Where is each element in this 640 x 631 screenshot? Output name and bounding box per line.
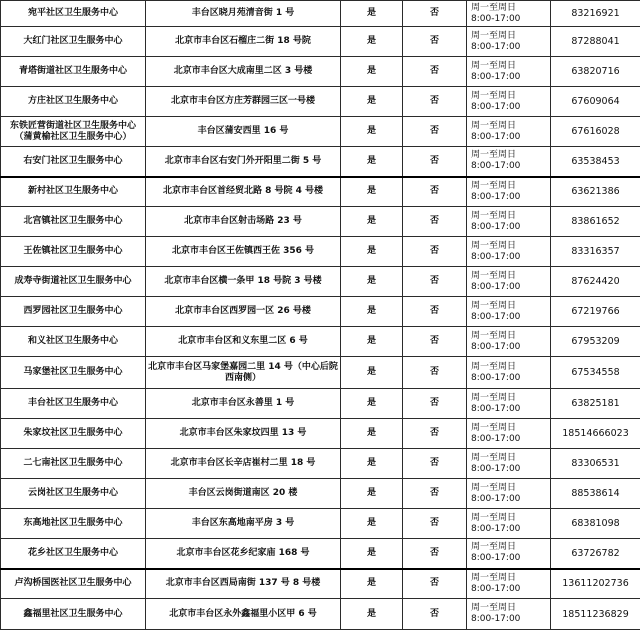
- hours-cell: [467, 509, 551, 539]
- hours-cell: [467, 87, 551, 117]
- center-name-cell: 大红门社区卫生服务中心: [1, 27, 146, 57]
- hours-cell: [467, 327, 551, 357]
- phone-cell: 18514666023: [551, 419, 640, 449]
- center-name-cell: 二七南社区卫生服务中心: [1, 449, 146, 479]
- yes-cell: 是: [341, 117, 403, 147]
- hours-days: 周一至周日: [471, 512, 517, 523]
- center-name-cell: 丰台社区卫生服务中心: [1, 389, 146, 419]
- hours-cell: [467, 449, 551, 479]
- no-cell: 否: [403, 327, 467, 357]
- table-row: [1, 267, 640, 297]
- hours-time: 8:00-17:00: [471, 131, 521, 142]
- hours-time: 8:00-17:00: [471, 71, 521, 82]
- hours-time: 8:00-17:00: [471, 311, 521, 322]
- address-cell: 北京市丰台区朱家坟四里 13 号: [146, 419, 341, 449]
- hours-time: 8:00-17:00: [471, 101, 521, 112]
- phone-cell: 63726782: [551, 539, 640, 569]
- address-cell: 丰台区蒲安西里 16 号: [146, 117, 341, 147]
- hours-days: 周一至周日: [471, 542, 517, 553]
- table-row: [1, 509, 640, 539]
- address-cell: 北京市丰台区王佐镇西王佐 356 号: [146, 237, 341, 267]
- center-name-cell: 北宫镇社区卫生服务中心: [1, 207, 146, 237]
- center-name-cell: 云岗社区卫生服务中心: [1, 479, 146, 509]
- hours-time: 8:00-17:00: [471, 191, 521, 202]
- yes-cell: 是: [341, 297, 403, 327]
- hours-time: 8:00-17:00: [471, 523, 521, 534]
- table-row: [1, 357, 640, 389]
- table-row: [1, 27, 640, 57]
- hours-time: 8:00-17:00: [471, 372, 521, 383]
- no-cell: 否: [403, 57, 467, 87]
- yes-cell: 是: [341, 177, 403, 207]
- table-row: [1, 327, 640, 357]
- no-cell: 否: [403, 147, 467, 177]
- no-cell: 否: [403, 117, 467, 147]
- table-row: [1, 539, 640, 569]
- phone-cell: 13611202736: [551, 569, 640, 599]
- no-cell: 否: [403, 509, 467, 539]
- address-cell: 丰台区晓月苑清音街 1 号: [146, 1, 341, 27]
- table-row: [1, 207, 640, 237]
- address-cell: 北京市丰台区首经贸北路 8 号院 4 号楼: [146, 177, 341, 207]
- hours-cell: [467, 147, 551, 177]
- hours-cell: [467, 237, 551, 267]
- no-cell: 否: [403, 599, 467, 630]
- yes-cell: 是: [341, 147, 403, 177]
- center-name-cell: 成寿寺街道社区卫生服务中心: [1, 267, 146, 297]
- center-name-cell: 方庄社区卫生服务中心: [1, 87, 146, 117]
- address-cell: 北京市丰台区右安门外开阳里二街 5 号: [146, 147, 341, 177]
- center-name-cell: 马家堡社区卫生服务中心: [1, 357, 146, 389]
- phone-cell: 83306531: [551, 449, 640, 479]
- address-cell: 北京市丰台区石榴庄二街 18 号院: [146, 27, 341, 57]
- center-name-cell: 新村社区卫生服务中心: [1, 177, 146, 207]
- table-row: [1, 57, 640, 87]
- hours-days: 周一至周日: [471, 482, 517, 493]
- yes-cell: 是: [341, 87, 403, 117]
- phone-cell: 68381098: [551, 509, 640, 539]
- phone-cell: 83216921: [551, 1, 640, 27]
- hours-time: 8:00-17:00: [471, 13, 521, 24]
- no-cell: 否: [403, 27, 467, 57]
- hours-cell: [467, 357, 551, 389]
- no-cell: 否: [403, 237, 467, 267]
- table-row: [1, 1, 640, 27]
- address-cell: 北京市丰台区大成南里二区 3 号楼: [146, 57, 341, 87]
- center-name-cell: 鑫福里社区卫生服务中心: [1, 599, 146, 630]
- yes-cell: 是: [341, 57, 403, 87]
- hours-days: 周一至周日: [471, 330, 517, 341]
- center-name-cell: 西罗园社区卫生服务中心: [1, 297, 146, 327]
- yes-cell: 是: [341, 419, 403, 449]
- table-row: [1, 117, 640, 147]
- hours-days: 周一至周日: [471, 300, 517, 311]
- hours-days: 周一至周日: [471, 452, 517, 463]
- phone-cell: 18511236829: [551, 599, 640, 630]
- no-cell: 否: [403, 87, 467, 117]
- center-name-cell: 王佐镇社区卫生服务中心: [1, 237, 146, 267]
- hours-time: 8:00-17:00: [471, 221, 521, 232]
- table-row: [1, 147, 640, 177]
- no-cell: 否: [403, 539, 467, 569]
- yes-cell: 是: [341, 509, 403, 539]
- address-cell: 北京市丰台区长辛店崔村二里 18 号: [146, 449, 341, 479]
- hours-days: 周一至周日: [471, 361, 517, 372]
- hours-cell: [467, 479, 551, 509]
- phone-cell: 63538453: [551, 147, 640, 177]
- hours-days: 周一至周日: [471, 90, 517, 101]
- phone-cell: 83316357: [551, 237, 640, 267]
- yes-cell: 是: [341, 237, 403, 267]
- hours-cell: [467, 207, 551, 237]
- table-row: [1, 389, 640, 419]
- yes-cell: 是: [341, 389, 403, 419]
- center-name-cell: 和义社区卫生服务中心: [1, 327, 146, 357]
- hours-time: 8:00-17:00: [471, 403, 521, 414]
- table-row: [1, 177, 640, 207]
- hours-days: 周一至周日: [471, 120, 517, 131]
- hours-days: 周一至周日: [471, 60, 517, 71]
- hours-days: 周一至周日: [471, 180, 517, 191]
- hours-time: 8:00-17:00: [471, 463, 521, 474]
- hours-time: 8:00-17:00: [471, 281, 521, 292]
- address-cell: 北京市丰台区马家堡嘉园二里 14 号（中心后院西南侧）: [146, 357, 341, 389]
- yes-cell: 是: [341, 267, 403, 297]
- no-cell: 否: [403, 569, 467, 599]
- hours-cell: [467, 177, 551, 207]
- hours-cell: [467, 569, 551, 599]
- phone-cell: 63825181: [551, 389, 640, 419]
- address-cell: 北京市丰台区西局南街 137 号 8 号楼: [146, 569, 341, 599]
- phone-cell: 67616028: [551, 117, 640, 147]
- hours-days: 周一至周日: [471, 392, 517, 403]
- hours-cell: [467, 267, 551, 297]
- hours-cell: [467, 599, 551, 630]
- table-row: [1, 479, 640, 509]
- hours-time: 8:00-17:00: [471, 341, 521, 352]
- phone-cell: 63820716: [551, 57, 640, 87]
- no-cell: 否: [403, 449, 467, 479]
- hours-cell: [467, 389, 551, 419]
- address-cell: 北京市丰台区西罗园一区 26 号楼: [146, 297, 341, 327]
- hours-cell: [467, 27, 551, 57]
- no-cell: 否: [403, 207, 467, 237]
- table-row: [1, 569, 640, 599]
- table-row: [1, 237, 640, 267]
- address-cell: 北京市丰台区和义东里二区 6 号: [146, 327, 341, 357]
- no-cell: 否: [403, 419, 467, 449]
- table-row: [1, 297, 640, 327]
- hours-time: 8:00-17:00: [471, 553, 521, 564]
- center-name-cell: 宛平社区卫生服务中心: [1, 1, 146, 27]
- hours-time: 8:00-17:00: [471, 251, 521, 262]
- hours-days: 周一至周日: [471, 270, 517, 281]
- hours-days: 周一至周日: [471, 2, 517, 13]
- center-name-cell: 卢沟桥国医社区卫生服务中心: [1, 569, 146, 599]
- no-cell: 否: [403, 177, 467, 207]
- address-cell: 丰台区东高地南平房 3 号: [146, 509, 341, 539]
- phone-cell: 67219766: [551, 297, 640, 327]
- yes-cell: 是: [341, 1, 403, 27]
- yes-cell: 是: [341, 449, 403, 479]
- hours-cell: [467, 57, 551, 87]
- hours-days: 周一至周日: [471, 572, 517, 583]
- yes-cell: 是: [341, 327, 403, 357]
- phone-cell: 83861652: [551, 207, 640, 237]
- no-cell: 否: [403, 267, 467, 297]
- address-cell: 北京市丰台区方庄芳群园三区一号楼: [146, 87, 341, 117]
- hours-days: 周一至周日: [471, 30, 517, 41]
- address-cell: 北京市丰台区横一条甲 18 号院 3 号楼: [146, 267, 341, 297]
- hours-time: 8:00-17:00: [471, 614, 521, 624]
- address-cell: 北京市丰台区永善里 1 号: [146, 389, 341, 419]
- hours-time: 8:00-17:00: [471, 433, 521, 444]
- hours-days: 周一至周日: [471, 603, 517, 613]
- table-row: [1, 419, 640, 449]
- yes-cell: 是: [341, 599, 403, 630]
- center-name-cell: 花乡社区卫生服务中心: [1, 539, 146, 569]
- phone-cell: 87624420: [551, 267, 640, 297]
- phone-cell: 63621386: [551, 177, 640, 207]
- hours-cell: [467, 117, 551, 147]
- hours-days: 周一至周日: [471, 210, 517, 221]
- phone-cell: 67609064: [551, 87, 640, 117]
- hours-cell: [467, 419, 551, 449]
- hours-time: 8:00-17:00: [471, 493, 521, 504]
- center-name-cell: 右安门社区卫生服务中心: [1, 147, 146, 177]
- center-name-cell: 东高地社区卫生服务中心: [1, 509, 146, 539]
- phone-cell: 67534558: [551, 357, 640, 389]
- table-body: [1, 1, 640, 630]
- no-cell: 否: [403, 297, 467, 327]
- phone-cell: 67953209: [551, 327, 640, 357]
- yes-cell: 是: [341, 27, 403, 57]
- no-cell: 否: [403, 357, 467, 389]
- address-cell: 北京市丰台区永外鑫福里小区甲 6 号: [146, 599, 341, 630]
- hours-days: 周一至周日: [471, 240, 517, 251]
- hours-cell: [467, 297, 551, 327]
- hours-cell: [467, 539, 551, 569]
- yes-cell: 是: [341, 569, 403, 599]
- yes-cell: 是: [341, 207, 403, 237]
- phone-cell: 87288041: [551, 27, 640, 57]
- phone-cell: 88538614: [551, 479, 640, 509]
- address-cell: 丰台区云岗街道南区 20 楼: [146, 479, 341, 509]
- address-cell: 北京市丰台区花乡纪家庙 168 号: [146, 539, 341, 569]
- center-name-cell: 青塔街道社区卫生服务中心: [1, 57, 146, 87]
- no-cell: 否: [403, 389, 467, 419]
- hours-time: 8:00-17:00: [471, 583, 521, 594]
- hours-days: 周一至周日: [471, 422, 517, 433]
- hours-cell: [467, 1, 551, 27]
- yes-cell: 是: [341, 479, 403, 509]
- hours-time: 8:00-17:00: [471, 41, 521, 52]
- table-row: [1, 87, 640, 117]
- hours-days: 周一至周日: [471, 150, 517, 161]
- address-cell: 北京市丰台区射击场路 23 号: [146, 207, 341, 237]
- yes-cell: 是: [341, 357, 403, 389]
- yes-cell: 是: [341, 539, 403, 569]
- no-cell: 否: [403, 479, 467, 509]
- table-row: [1, 449, 640, 479]
- table-row: [1, 599, 640, 630]
- center-name-cell: 东铁匠营街道社区卫生服务中心（蒲黄榆社区卫生服务中心）: [1, 117, 146, 147]
- no-cell: 否: [403, 1, 467, 27]
- hours-time: 8:00-17:00: [471, 161, 521, 172]
- center-name-cell: 朱家坟社区卫生服务中心: [1, 419, 146, 449]
